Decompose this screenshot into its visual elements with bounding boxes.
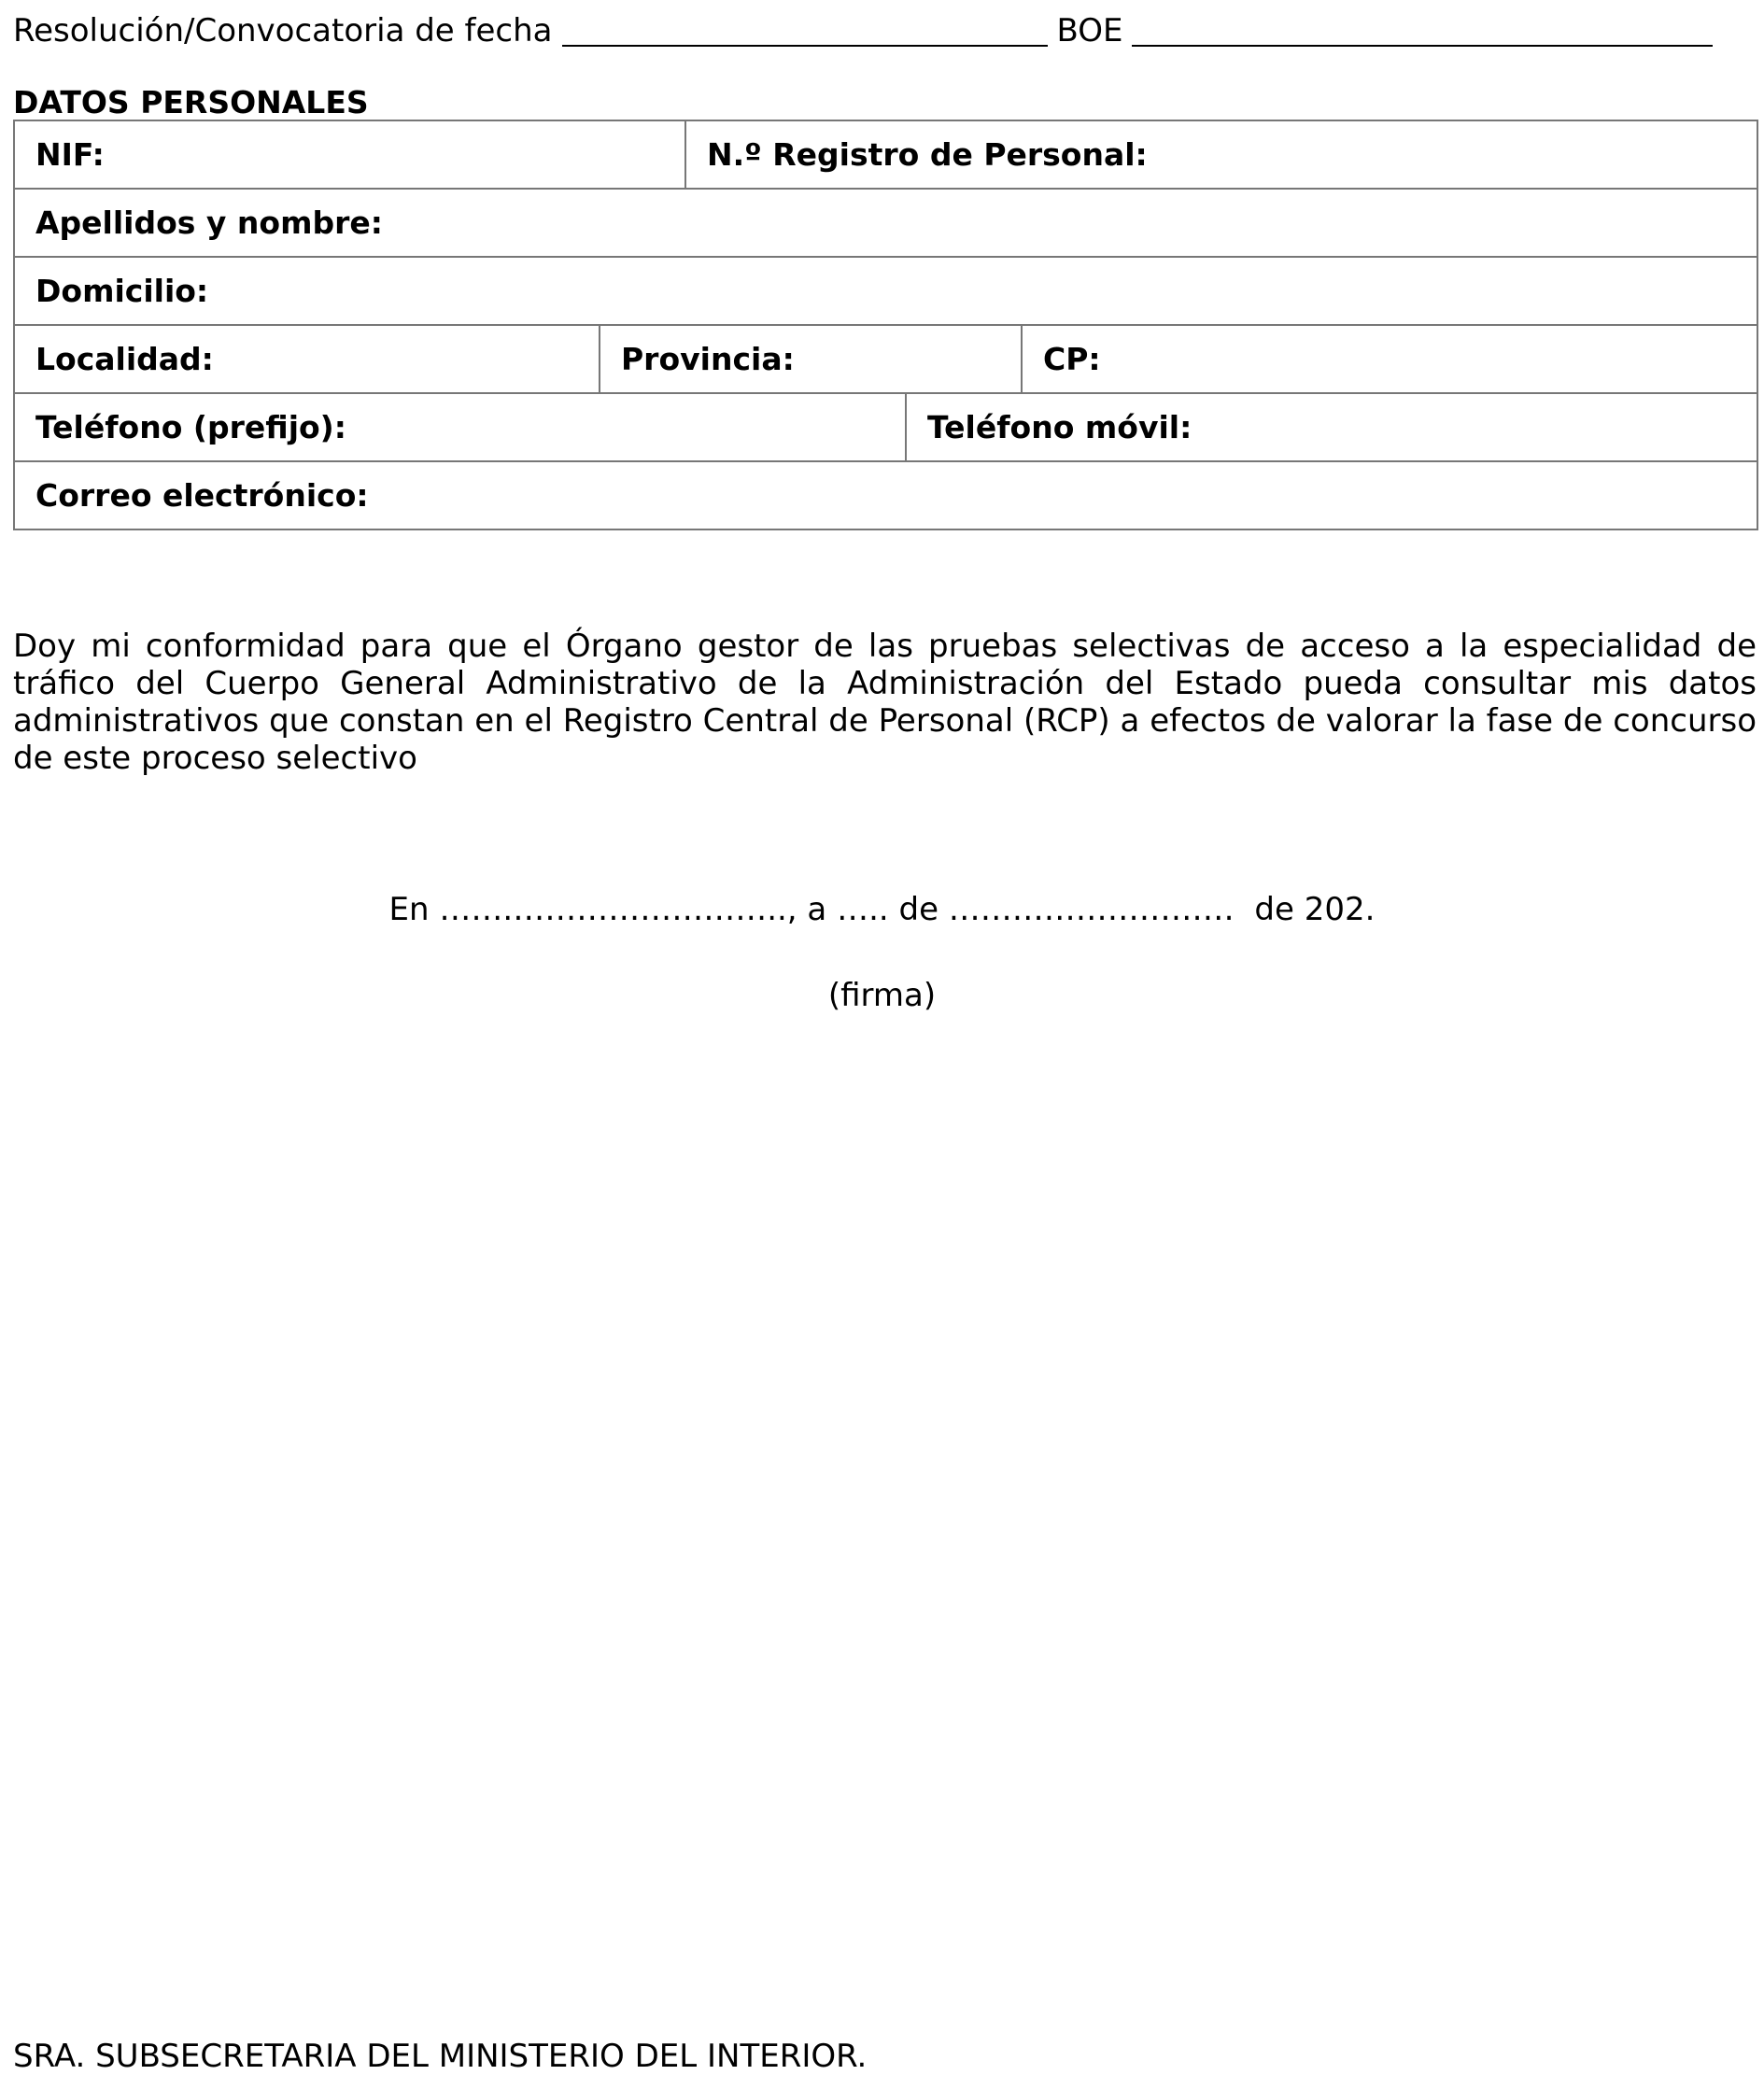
telefono-movil-field[interactable]: Teléfono móvil: [906, 393, 1757, 461]
provincia-field[interactable]: Provincia: [600, 325, 1022, 393]
signature-label: (firma) [827, 977, 937, 1014]
table-row [14, 189, 1757, 257]
cp-field[interactable]: CP: [1022, 325, 1757, 393]
boe-label: BOE [1056, 12, 1123, 49]
personal-data-table [13, 120, 1758, 530]
table-row [14, 461, 1757, 529]
table-row [14, 120, 1757, 189]
registro-personal-field[interactable]: N.º Registro de Personal: [685, 120, 1757, 189]
fecha-blank-field[interactable] [562, 13, 1048, 47]
table-row [14, 325, 1757, 393]
boe-blank-field[interactable] [1132, 13, 1713, 47]
apellidos-nombre-field[interactable]: Apellidos y nombre: [14, 189, 1757, 257]
section-title: DATOS PERSONALES [13, 84, 369, 120]
resolucion-label: Resolución/Convocatoria de fecha [13, 12, 553, 49]
localidad-field[interactable]: Localidad: [14, 325, 600, 393]
nif-field[interactable]: NIF: [14, 120, 685, 189]
table-row [14, 393, 1757, 461]
table-row [14, 257, 1757, 325]
telefono-field[interactable]: Teléfono (prefijo): [14, 393, 906, 461]
header-line [13, 7, 1722, 49]
consent-paragraph: Doy mi conformidad para que el Órgano gestor de las pruebas selectivas de acceso a la especialidad de tráfico del Cuerpo General Administrativo de la Administración del Estado pueda consultar mis datos administrativos que constan en el Registro Central de Personal (RCP) a efectos de valorar la fase de concurso de este proceso selectivo [13, 628, 1757, 777]
addressee: SRA. SUBSECRETARIA DEL MINISTERIO DEL INTERIOR. [13, 2038, 868, 2075]
domicilio-field[interactable]: Domicilio: [14, 257, 1757, 325]
correo-electronico-field[interactable]: Correo electrónico: [14, 461, 1757, 529]
date-line: En …….…………………….., a ….. de ……………………… de 202. [388, 891, 1376, 928]
